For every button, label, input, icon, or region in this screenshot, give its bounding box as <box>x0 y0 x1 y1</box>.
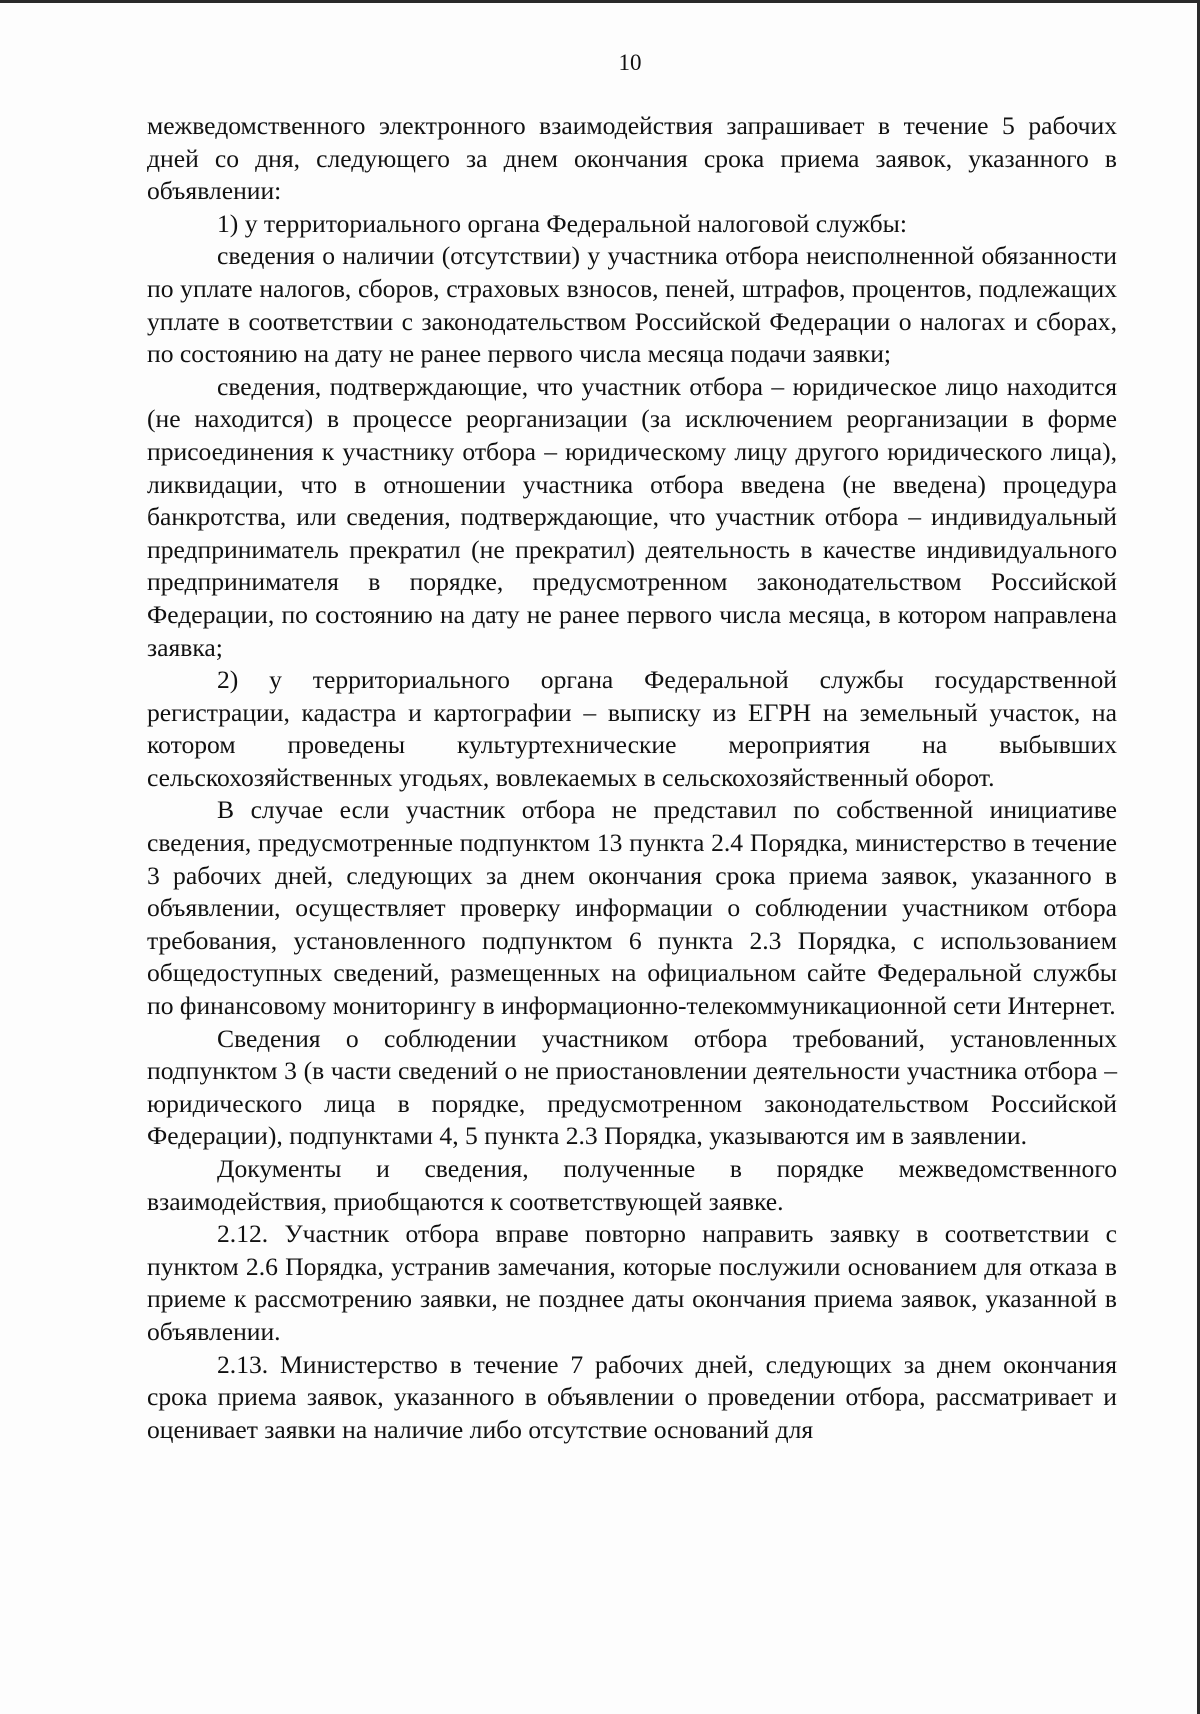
paragraph-item-2: 2) у территориального органа Федеральной службы государственной регистрации, кадастра и картографии – выписку из ЕГРН на земельный участок, на котором проведены культуртехнические мероприятия на выбывших сельскохозяйственных угодьях, вовлекаемых в сельскохозяйственный оборот. <box>147 665 1117 792</box>
page-number: 10 <box>618 50 642 75</box>
paragraph-documents-attached: Документы и сведения, полученные в порядке межведомственного взаимодействия, приобщаются к соответствующей заявке. <box>147 1154 1117 1216</box>
paragraph-compliance-info: Сведения о соблюдении участником отбора требований, установленных подпунктом 3 (в части сведений о не приостановлении деятельности участника отбора – юридического лица в порядке, предусмотренном законодательством Российской Федерации), подпунктами 4, 5 пункта 2.3 Порядка, указываются им в заявлении. <box>147 1023 1117 1151</box>
paragraph-item-1: 1) у территориального органа Федеральной налоговой службы: <box>217 208 907 238</box>
paragraph-tax-info: сведения о наличии (отсутствии) у участника отбора неисполненной обязанности по уплате налогов, сборов, страховых взносов, пеней, штрафов, процентов, подлежащих уплате в соответствии с законодательством Российской Федерации о налогах и сборах, по состоянию на дату не ранее первого числа месяца подачи заявки; <box>147 241 1117 369</box>
paragraph-section-2-13: 2.13. Министерство в течение 7 рабочих дней, следующих за днем окончания срока приема заявок, указанного в объявлении о проведении отбора, рассматривает и оценивает заявки на наличие либо отсутствие оснований для <box>147 1349 1117 1444</box>
paragraph-monitoring-check: В случае если участник отбора не представил по собственной инициативе сведения, предусмотренные подпунктом 13 пункта 2.4 Порядка, министерство в течение 3 рабочих дней, следующих за днем окончания срока приема заявок, указанного в объявлении, осуществляет проверку информации о соблюдении участником отбора требования, установленного подпунктом 6 пункта 2.3 Порядка, с использованием общедоступных сведений, размещенных на официальном сайте Федеральной службы по финансовому мониторингу в информационно-телекоммуникационной сети Интернет. <box>147 795 1117 1021</box>
paragraph-section-2-12: 2.12. Участник отбора вправе повторно направить заявку в соответствии с пунктом 2.6 Порядка, устранив замечания, которые послужили основанием для отказа в приеме к рассмотрению заявки, не позднее даты окончания приема заявок, указанной в объявлении. <box>147 1219 1117 1346</box>
document-body <box>147 110 1117 1446</box>
paragraph-reorganization-info: сведения, подтверждающие, что участник отбора – юридическое лицо находится (не находится) в процессе реорганизации (за исключением реорганизации в форме присоединения к участнику отбора – юридическому лицу другого юридического лица), ликвидации, что в отношении участника отбора введена (не введена) процедура банкротства, или сведения, подтверждающие, что участник отбора – индивидуальный предприниматель прекратил (не прекратил) деятельность в качестве индивидуального предпринимателя в порядке, предусмотренном законодательством Российской Федерации, по состоянию на дату не ранее первого числа месяца, в котором направлена заявка; <box>147 371 1117 662</box>
paragraph-continuation: межведомственного электронного взаимодействия запрашивает в течение 5 рабочих дней со дня, следующего за днем окончания срока приема заявок, указанного в объявлении: <box>147 111 1117 206</box>
scan-border-top <box>0 0 1200 3</box>
